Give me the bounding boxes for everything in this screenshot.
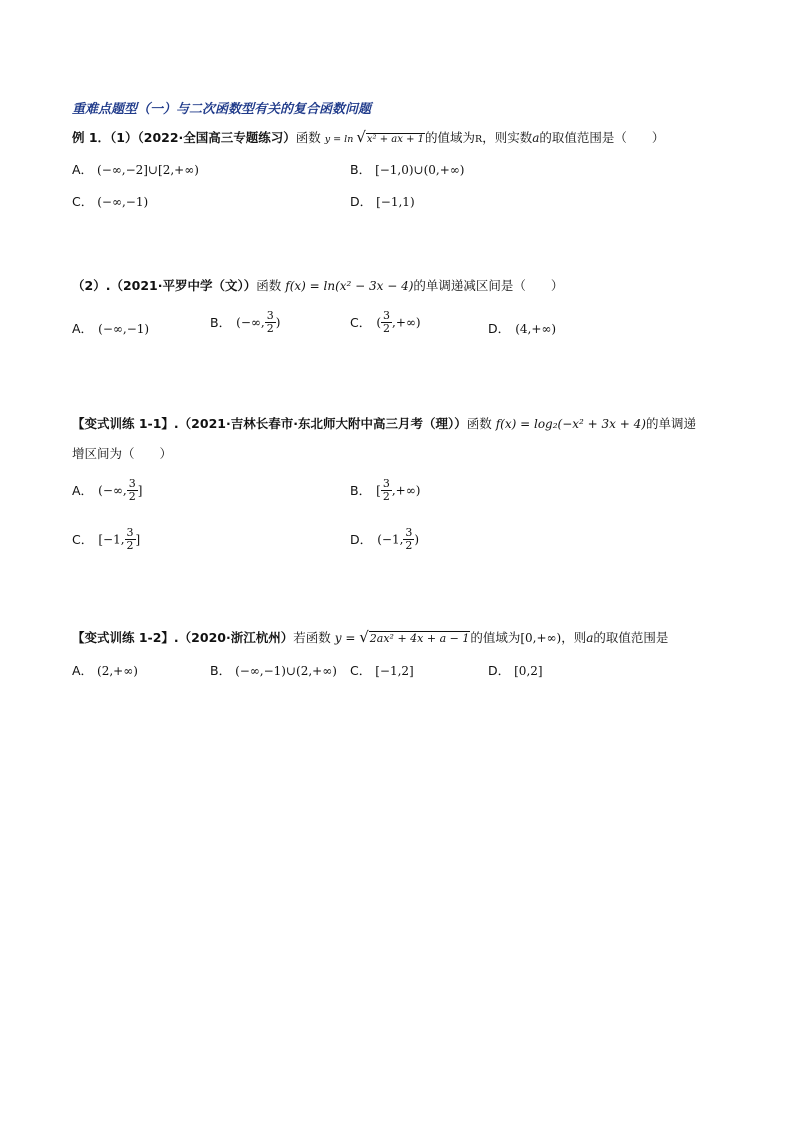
variant-1-1-label: 【变式训练 1-1】.（2021·吉林长春市·东北师大附中高三月考（理））	[72, 416, 467, 431]
variant-1-2-option-a[interactable]: A． (2,+∞)	[72, 663, 138, 678]
example-2-formula: f(x) = ln(x² − 3x − 4)	[285, 279, 414, 293]
variant-1-1-question: 【变式训练 1-1】.（2021·吉林长春市·东北师大附中高三月考（理））函数 f(x) = log₂(−x² + 3x + 4)的单调递	[72, 416, 696, 431]
variant-1-2-option-c[interactable]: C． [−1,2]	[350, 663, 414, 678]
variant-1-1-option-c[interactable]: C． [−1, $\frac{3}{2}$ ]	[72, 526, 141, 552]
variant-1-1-option-d[interactable]: D． (−1, $\frac{3}{2}$ )	[350, 526, 420, 552]
variant-1-1-question-line2: 增区间为（ ）	[72, 446, 173, 461]
example-1-formula: y = ln √x² + ax + 1	[324, 128, 425, 146]
variant-1-2-label: 【变式训练 1-2】.（2020·浙江杭州）	[72, 630, 294, 645]
example-1-label: 例 1．（1）（2022·全国高三专题练习）	[72, 130, 296, 145]
example-1-question: 例 1．（1）（2022·全国高三专题练习）函数 y = ln √x² + ax + 1的值域为R，则实数a的取值范围是（ ）	[72, 128, 665, 146]
example-2-question: （2）.（2021·平罗中学（文））函数 f(x) = ln(x² − 3x − 4)的单调递减区间是（ ）	[72, 278, 564, 293]
variant-1-2-option-b[interactable]: B． (−∞,−1)∪(2,+∞)	[210, 663, 337, 678]
variant-1-1-formula: f(x) = log₂(−x² + 3x + 4)	[495, 417, 646, 431]
variant-1-2-question: 【变式训练 1-2】.（2020·浙江杭州）若函数 y = √2ax² + 4x + a − 1的值域为[0,+∞)，则a的取值范围是	[72, 628, 669, 646]
example-1-option-c[interactable]: C． (−∞,−1)	[72, 194, 149, 209]
example-2-option-b[interactable]: B． (−∞, $\frac{3}{2}$ )	[210, 309, 281, 335]
variant-1-2-option-d[interactable]: D． [0,2]	[488, 663, 543, 678]
example-1-option-d[interactable]: D． [−1,1)	[350, 194, 415, 209]
example-2-option-a[interactable]: A． (−∞,−1)	[72, 321, 150, 336]
variant-1-1-option-b[interactable]: B． [ $\frac{3}{2}$ ,+∞)	[350, 477, 421, 503]
example-2-option-d[interactable]: D． (4,+∞)	[488, 321, 557, 336]
variant-1-2-formula: y = √2ax² + 4x + a − 1	[334, 628, 470, 646]
example-1-option-a[interactable]: A． (−∞,−2]∪[2,+∞)	[72, 162, 199, 177]
section-heading: 重难点题型（一）与二次函数型有关的复合函数问题	[72, 102, 372, 117]
variant-1-1-option-a[interactable]: A． (−∞, $\frac{3}{2}$ ]	[72, 477, 143, 503]
example-1-option-b[interactable]: B． [−1,0)∪(0,+∞)	[350, 162, 465, 177]
example-2-option-c[interactable]: C． ( $\frac{3}{2}$ ,+∞)	[350, 309, 421, 335]
example-2-label: （2）.（2021·平罗中学（文））	[72, 278, 257, 293]
